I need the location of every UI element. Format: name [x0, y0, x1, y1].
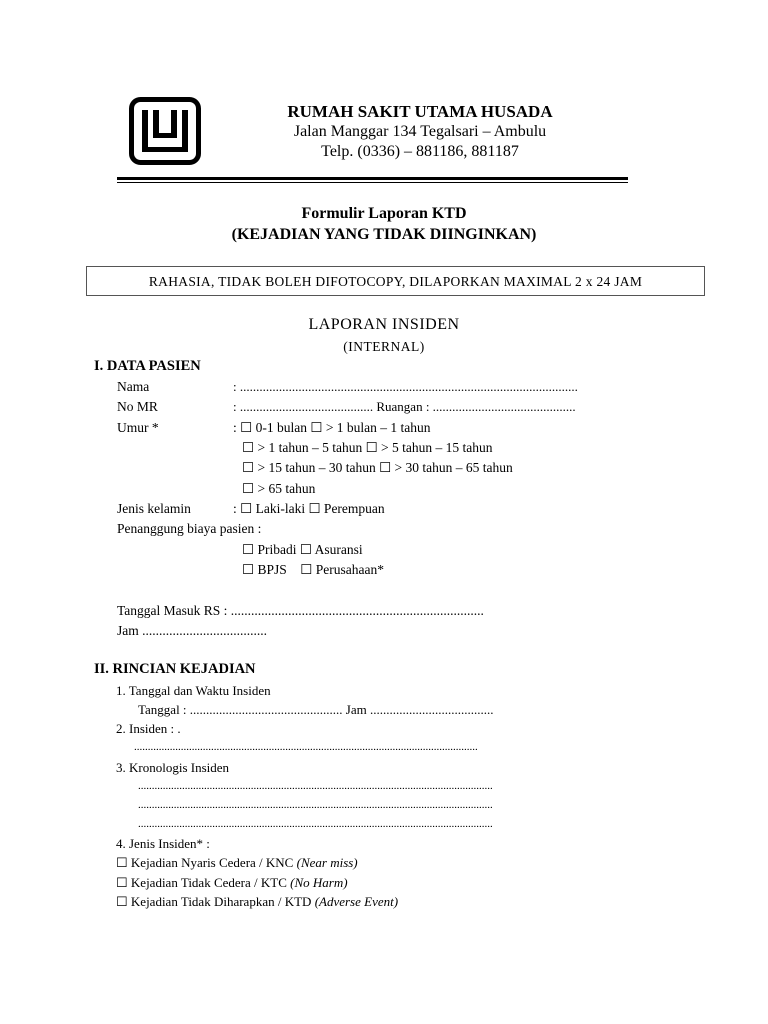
umur-options-3[interactable]: ☐ > 15 tahun – 30 tahun ☐ > 30 tahun – 65 tahun: [242, 460, 513, 475]
kronologis-label: 3. Kronologis Insiden: [116, 760, 230, 775]
report-subtitle: (INTERNAL): [343, 339, 425, 354]
umur-label: Umur *: [117, 420, 159, 435]
jenis-insiden-label: 4. Jenis Insiden* :: [116, 836, 210, 851]
kronologis-line-2[interactable]: .................................................................................................................................: [138, 799, 493, 811]
nomr-ruangan-field[interactable]: : ......................................... Ruangan : ............................................: [233, 399, 576, 414]
nama-field[interactable]: : ........................................................................................................: [233, 379, 578, 394]
gender-options[interactable]: : ☐ Laki-laki ☐ Perempuan: [233, 501, 385, 516]
jenis-insiden-ktd-text: ☐ Kejadian Tidak Diharapkan / KTD: [116, 894, 315, 909]
report-title: LAPORAN INSIDEN: [308, 316, 460, 333]
gender-label: Jenis kelamin: [117, 501, 191, 516]
insiden-field[interactable]: .............................................................................................................................: [134, 741, 478, 753]
section-data-pasien-heading: I. DATA PASIEN: [94, 358, 201, 374]
kronologis-line-1[interactable]: .................................................................................................................................: [138, 780, 493, 792]
payer-options-2[interactable]: ☐ BPJS ☐ Perusahaan*: [242, 562, 384, 577]
payer-options-1[interactable]: ☐ Pribadi ☐ Asuransi: [242, 542, 363, 557]
section-rincian-kejadian-heading: II. RINCIAN KEJADIAN: [94, 661, 256, 677]
hospital-name: RUMAH SAKIT UTAMA HUSADA: [287, 102, 553, 121]
hospital-address: Jalan Manggar 134 Tegalsari – Ambulu: [293, 123, 547, 140]
form-title: Formulir Laporan KTD: [301, 205, 467, 222]
jenis-insiden-ktc[interactable]: [116, 875, 348, 891]
nama-label: Nama: [117, 379, 150, 394]
nomr-label: No MR: [117, 399, 158, 414]
confidential-notice: RAHASIA, TIDAK BOLEH DIFOTOCOPY, DILAPORKAN MAXIMAL 2 x 24 JAM: [86, 266, 705, 296]
jenis-insiden-ktd[interactable]: [116, 894, 398, 910]
hospital-logo-icon: [129, 97, 201, 165]
payer-label: Penanggung biaya pasien :: [117, 521, 262, 536]
form-subtitle: (KEJADIAN YANG TIDAK DIINGINKAN): [231, 226, 537, 243]
header-rule-thin: [117, 182, 628, 183]
tanggal-jam-insiden-field[interactable]: Tanggal : ............................................... Jam ......................................: [138, 702, 494, 717]
tanggal-waktu-insiden-label: 1. Tanggal dan Waktu Insiden: [116, 683, 271, 698]
umur-options-4[interactable]: ☐ > 65 tahun: [242, 481, 316, 496]
hospital-logo: [129, 97, 201, 165]
umur-options-2[interactable]: ☐ > 1 tahun – 5 tahun ☐ > 5 tahun – 15 tahun: [242, 440, 493, 455]
kronologis-line-3[interactable]: .................................................................................................................................: [138, 818, 493, 830]
header-rule-thick: [117, 177, 628, 180]
jenis-insiden-ktd-en: (Adverse Event): [314, 894, 399, 909]
jenis-insiden-knc-en: (Near miss): [296, 855, 358, 870]
jenis-insiden-knc[interactable]: [116, 855, 358, 871]
jenis-insiden-ktc-text: ☐ Kejadian Tidak Cedera / KTC: [116, 875, 291, 890]
jam-field[interactable]: Jam .....................................: [117, 623, 267, 638]
umur-options-1[interactable]: : ☐ 0-1 bulan ☐ > 1 bulan – 1 tahun: [233, 420, 431, 435]
hospital-phone: Telp. (0336) – 881186, 881187: [321, 143, 519, 160]
insiden-label: 2. Insiden : .: [116, 721, 181, 736]
tanggal-masuk-field[interactable]: Tanggal Masuk RS : ...........................................................................: [117, 603, 484, 618]
jenis-insiden-knc-text: ☐ Kejadian Nyaris Cedera / KNC: [116, 855, 297, 870]
jenis-insiden-ktc-en: (No Harm): [290, 875, 348, 890]
